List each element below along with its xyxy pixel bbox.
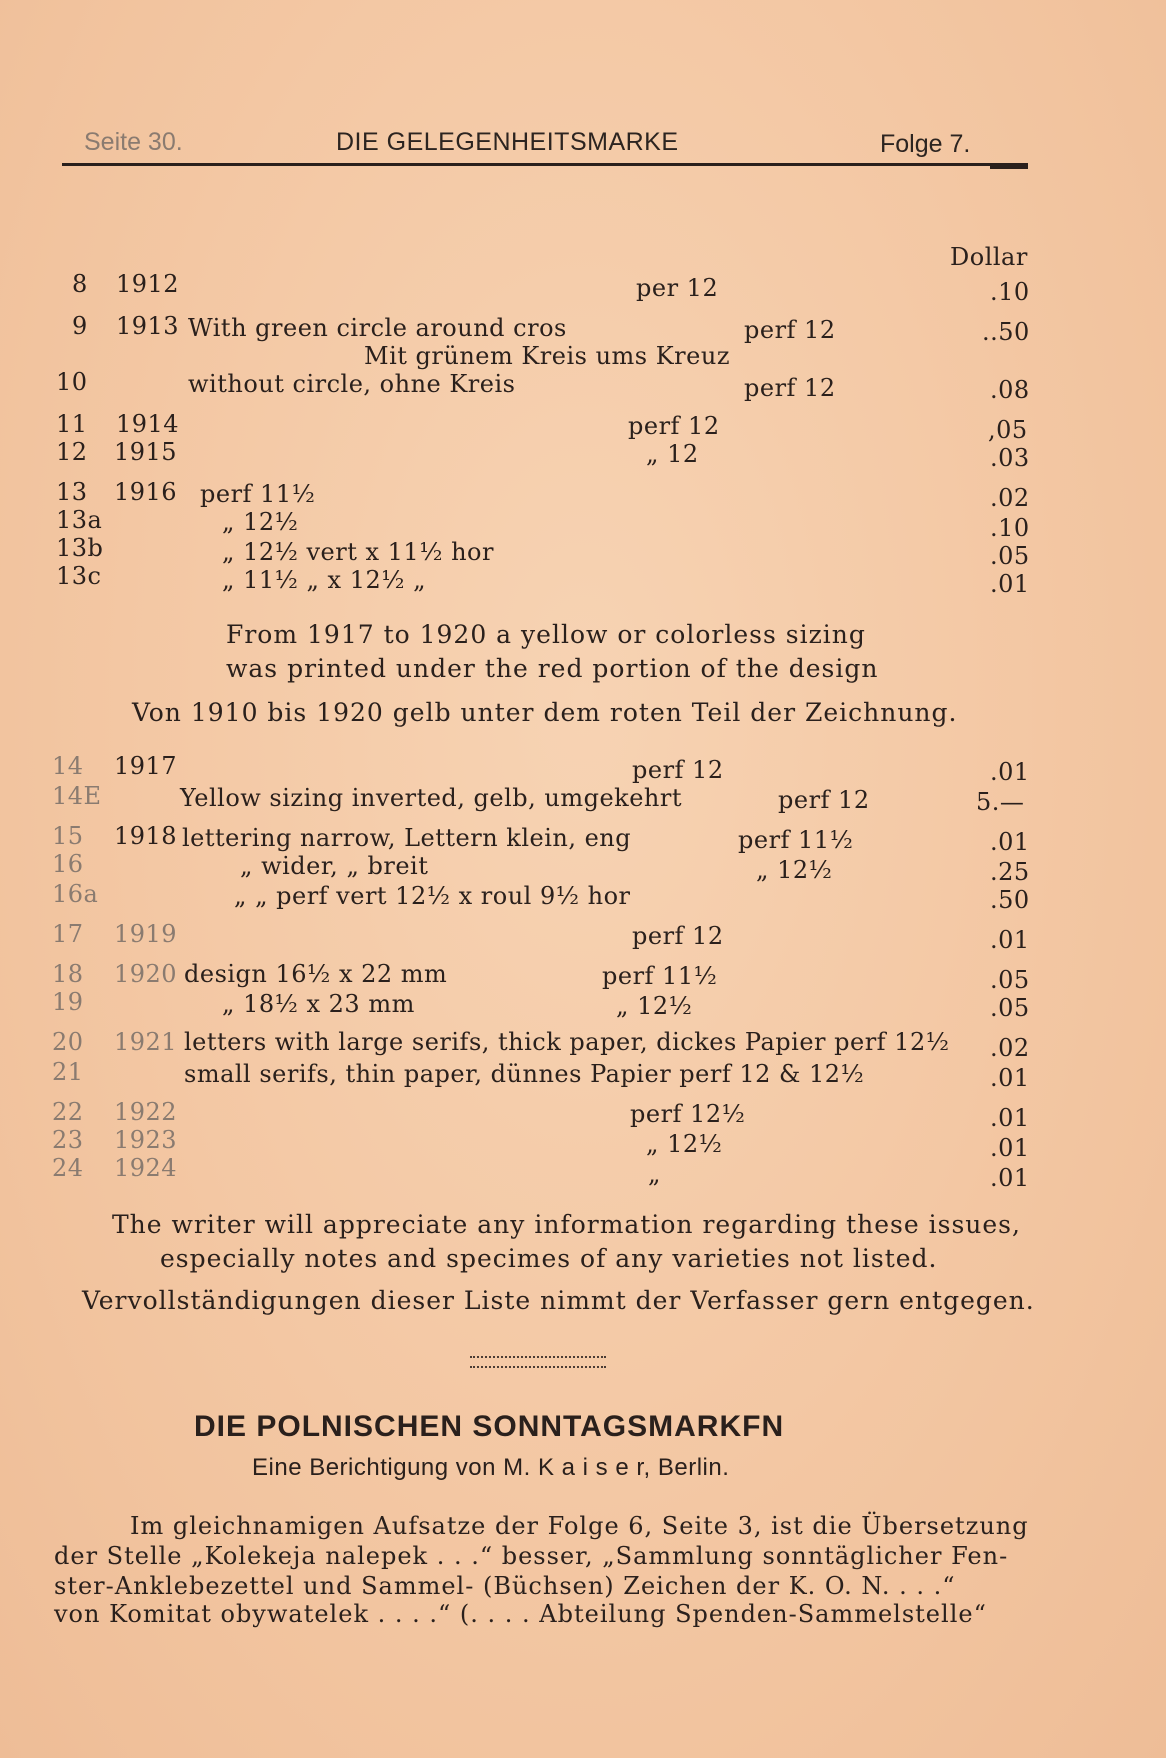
row-perf: perf 12½ (630, 1100, 746, 1128)
row-desc: without circle, ohne Kreis (188, 370, 516, 398)
row-desc: letters with large serifs, thick paper, dickes Papier perf 12½ (184, 1028, 950, 1056)
row-year: 1924 (114, 1154, 178, 1182)
header-rule (62, 163, 1028, 166)
row-price: ..50 (982, 318, 1030, 346)
row-price: .02 (990, 1034, 1030, 1062)
row-price: .05 (990, 542, 1030, 570)
journal-title: DIE GELEGENHEITSMARKE (336, 128, 679, 156)
row-price: .01 (990, 828, 1030, 856)
row-no: 16 (52, 850, 84, 878)
section-divider (470, 1356, 606, 1368)
row-perf: per 12 (636, 274, 719, 302)
article-line: Im gleichnamigen Aufsatze der Folge 6, Seite 3, ist die Übersetzung (130, 1512, 1029, 1540)
row-no: 22 (52, 1098, 84, 1126)
row-desc: lettering narrow, Lettern klein, eng (182, 824, 632, 852)
closing-line3: Vervollständigungen dieser Liste nimmt der Verfasser gern entgegen. (82, 1286, 1035, 1315)
row-perf: „ (648, 1160, 661, 1188)
row-year: 1915 (114, 438, 178, 466)
row-year: 1918 (114, 822, 178, 850)
article-title: DIE POLNISCHEN SONNTAGSMARKFN (194, 1410, 785, 1443)
row-year: 1914 (116, 410, 180, 438)
row-year: 1922 (114, 1098, 178, 1126)
row-desc: Yellow sizing inverted, gelb, umgekehrt (180, 784, 682, 812)
row-perf: perf 12 (632, 922, 724, 950)
row-price: .05 (990, 994, 1030, 1022)
row-no: 13a (56, 506, 103, 534)
row-desc: small serifs, thin paper, dünnes Papier perf 12 & 12½ (184, 1060, 865, 1088)
row-price: .01 (990, 1064, 1030, 1092)
row-desc: „ „ perf vert 12½ x roul 9½ hor (234, 882, 631, 910)
row-desc: design 16½ x 22 mm (184, 960, 448, 988)
row-perf: perf 12 (632, 756, 724, 784)
row-desc: Mit grünem Kreis ums Kreuz (364, 342, 730, 370)
row-year: 1917 (114, 752, 178, 780)
row-no: 8 (72, 270, 88, 298)
row-no: 19 (52, 988, 84, 1016)
row-perf: perf 12 (744, 316, 836, 344)
row-no: 18 (52, 960, 84, 988)
row-no: 13c (56, 562, 102, 590)
row-price: .01 (990, 758, 1030, 786)
row-price: .05 (990, 966, 1030, 994)
row-perf: perf 11½ (602, 962, 718, 990)
row-no: 10 (56, 368, 88, 396)
row-price: .01 (990, 1164, 1030, 1192)
note-english-line2: was printed under the red portion of the design (226, 654, 879, 683)
row-price: .08 (990, 376, 1030, 404)
row-perf: perf 12 (744, 374, 836, 402)
article-line: ster-Anklebezettel und Sammel- (Büchsen) Zeichen der K. O. N. . . .“ (54, 1572, 956, 1600)
row-perf: „ 12½ (616, 992, 693, 1020)
row-no: 21 (52, 1058, 84, 1086)
row-year: 1912 (116, 270, 180, 298)
row-no: 14E (52, 782, 102, 810)
article-line: der Stelle „Kolekeja nalepek . . .“ besser, „Sammlung sonntäglicher Fen- (54, 1542, 1009, 1570)
row-no: 17 (52, 920, 84, 948)
row-year: 1916 (114, 478, 178, 506)
row-price: .02 (990, 484, 1030, 512)
row-desc: „ 18½ x 23 mm (222, 990, 415, 1018)
row-no: 11 (56, 410, 88, 438)
row-no: 13 (56, 478, 88, 506)
row-price: .01 (990, 570, 1030, 598)
row-perf: perf 12 (778, 786, 870, 814)
row-perf: „ 12½ (756, 856, 833, 884)
row-desc: With green circle around cros (188, 314, 567, 342)
page-number: Seite 30. (84, 128, 183, 156)
row-perf: „ 12½ (646, 1130, 723, 1158)
row-no: 15 (52, 822, 84, 850)
header-rule-end (990, 166, 1028, 169)
row-price: .01 (990, 1104, 1030, 1132)
row-no: 9 (72, 312, 88, 340)
row-no: 23 (52, 1126, 84, 1154)
issue-number: Folge 7. (880, 130, 971, 158)
row-year: 1920 (114, 960, 178, 988)
row-price: .03 (990, 444, 1030, 472)
row-year: 1923 (114, 1126, 178, 1154)
row-price: ,05 (988, 416, 1028, 444)
row-no: 20 (52, 1028, 84, 1056)
row-year: 1921 (114, 1028, 178, 1056)
note-english-line1: From 1917 to 1920 a yellow or colorless sizing (226, 620, 866, 649)
row-price: .10 (990, 514, 1030, 542)
row-no: 13b (56, 534, 104, 562)
row-no: 16a (52, 880, 99, 908)
closing-line2: especially notes and specimes of any varieties not listed. (160, 1244, 938, 1273)
note-german: Von 1910 bis 1920 gelb unter dem roten Teil der Zeichnung. (132, 698, 958, 727)
row-desc: „ wider, „ breit (240, 852, 429, 880)
row-price: .10 (990, 278, 1030, 306)
currency-heading: Dollar (950, 243, 1028, 271)
row-desc: „ 11½ „ x 12½ „ (222, 566, 427, 594)
row-desc: „ 12½ vert x 11½ hor (222, 538, 494, 566)
closing-line1: The writer will appreciate any information regarding these issues, (112, 1210, 1021, 1239)
article-line: von Komitat obywatelek . . . .“ (. . . . Abteilung Spenden-Sammelstelle“ (54, 1600, 987, 1628)
row-no: 12 (56, 438, 88, 466)
row-year: 1913 (116, 312, 180, 340)
row-desc: „ 12½ (222, 508, 299, 536)
row-price: 5.— (976, 788, 1025, 816)
row-price: .50 (990, 886, 1030, 914)
row-desc: perf 11½ (200, 480, 316, 508)
row-year: 1919 (114, 920, 178, 948)
row-price: .01 (990, 1134, 1030, 1162)
row-no: 14 (52, 752, 84, 780)
row-price: .25 (990, 858, 1030, 886)
row-perf: perf 12 (628, 412, 720, 440)
row-perf: perf 11½ (738, 826, 854, 854)
row-no: 24 (52, 1154, 84, 1182)
row-perf: „ 12 (646, 440, 699, 468)
article-subtitle: Eine Berichtigung von M. K a i s e r, Berlin. (252, 1454, 730, 1481)
row-price: .01 (990, 926, 1030, 954)
